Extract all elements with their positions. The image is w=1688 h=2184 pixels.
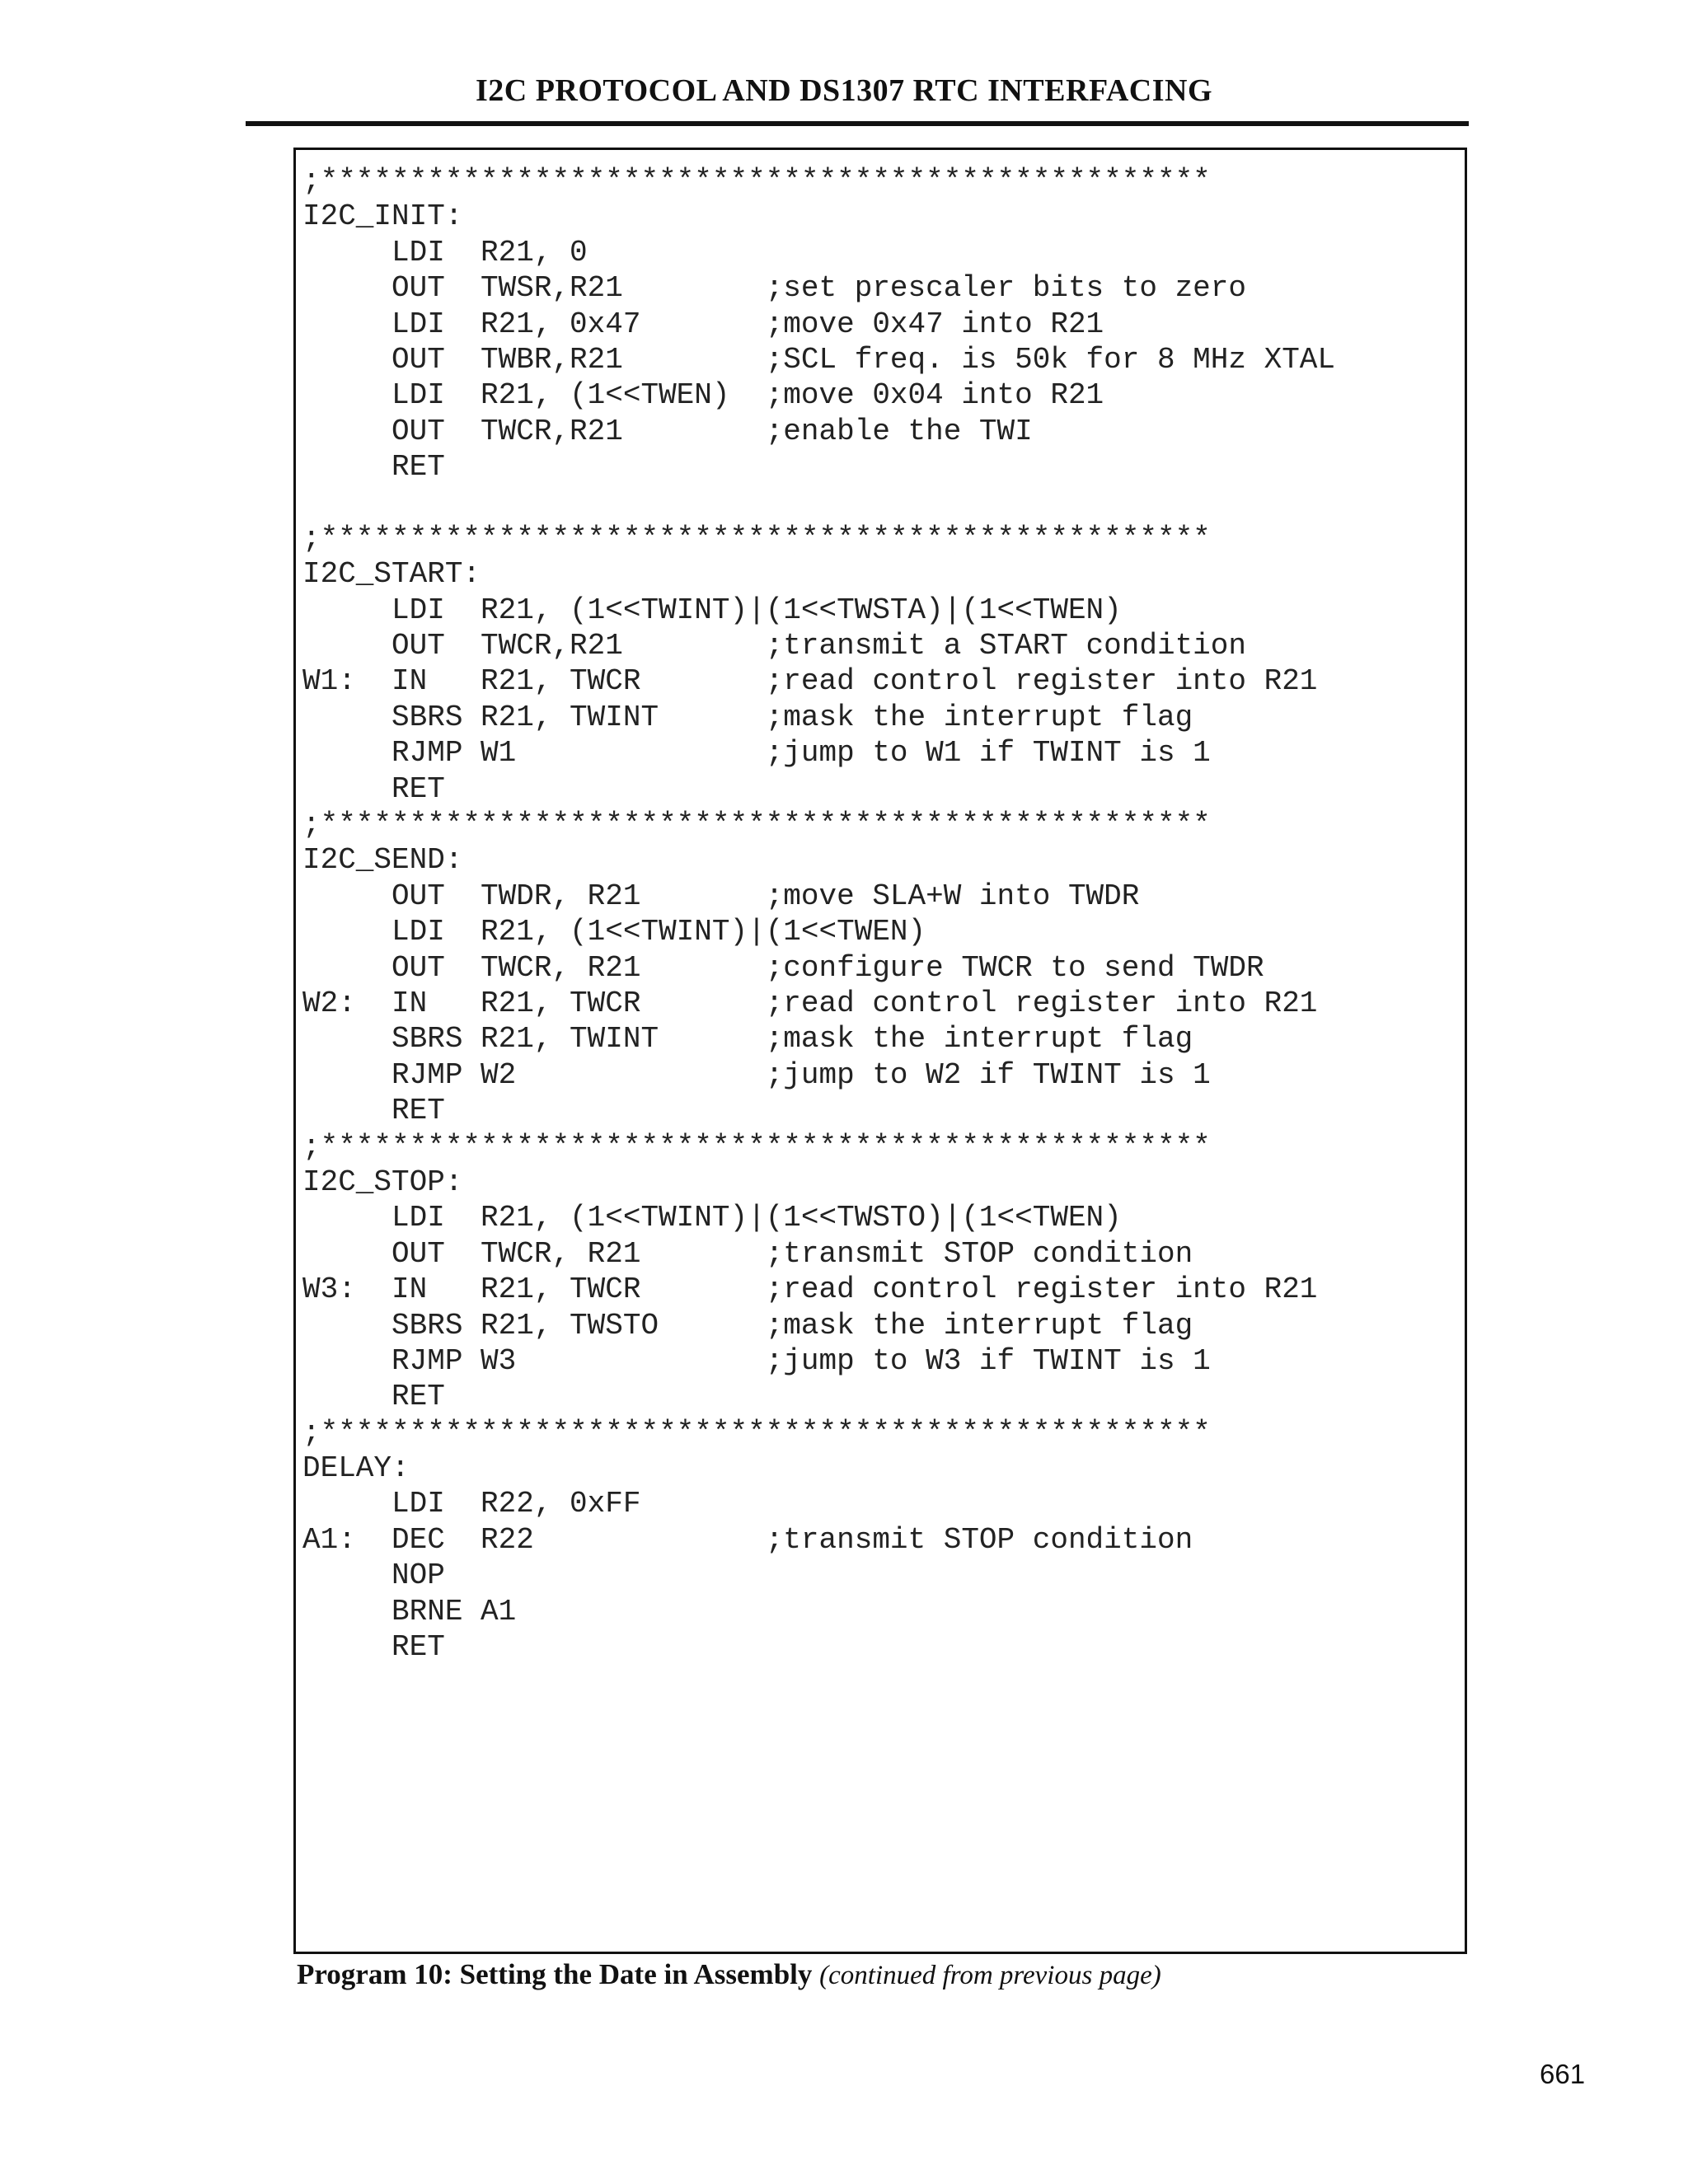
- code-listing: [302, 163, 1335, 1665]
- code-line: OUT TWCR, R21 ;transmit STOP condition: [302, 1236, 1193, 1271]
- code-line: LDI R21, (1<<TWEN) ;move 0x04 into R21: [302, 378, 1104, 413]
- code-line: ;**************************************************: [302, 164, 1211, 198]
- code-line: I2C_STOP:: [302, 1165, 463, 1199]
- code-line: BRNE A1: [302, 1594, 517, 1629]
- code-line: RJMP W3 ;jump to W3 if TWINT is 1: [302, 1343, 1211, 1378]
- caption-title: Program 10: Setting the Date in Assembly: [297, 1958, 813, 1990]
- code-line: OUT TWBR,R21 ;SCL freq. is 50k for 8 MHz XTAL: [302, 342, 1336, 377]
- code-line: W2: IN R21, TWCR ;read control register into R21: [302, 986, 1318, 1020]
- code-line: SBRS R21, TWINT ;mask the interrupt flag: [302, 1022, 1193, 1057]
- code-line: ;**************************************************: [302, 1415, 1211, 1450]
- code-line: LDI R21, 0: [302, 235, 588, 269]
- code-line: W3: IN R21, TWCR ;read control register into R21: [302, 1272, 1318, 1307]
- page-title: I2C PROTOCOL AND DS1307 RTC INTERFACING: [475, 73, 1213, 108]
- code-line: A1: DEC R22 ;transmit STOP condition: [302, 1522, 1193, 1557]
- code-line: RET: [302, 1380, 445, 1414]
- code-line: DELAY:: [302, 1451, 410, 1486]
- code-line: RJMP W1 ;jump to W1 if TWINT is 1: [302, 736, 1211, 771]
- code-line: SBRS R21, TWINT ;mask the interrupt flag: [302, 700, 1193, 734]
- code-line: I2C_SEND:: [302, 843, 463, 878]
- code-line: LDI R21, (1<<TWINT)|(1<<TWEN): [302, 915, 926, 949]
- code-line: OUT TWCR,R21 ;transmit a START condition: [302, 629, 1246, 663]
- page-number: 661: [1540, 2059, 1586, 2089]
- code-line: OUT TWCR, R21 ;configure TWCR to send TWDR: [302, 950, 1264, 985]
- code-line: RET: [302, 1094, 445, 1128]
- code-line: RET: [302, 771, 445, 806]
- code-line: LDI R21, (1<<TWINT)|(1<<TWSTA)|(1<<TWEN): [302, 593, 1122, 627]
- code-line: OUT TWCR,R21 ;enable the TWI: [302, 414, 1033, 448]
- code-line: OUT TWSR,R21 ;set prescaler bits to zero: [302, 271, 1246, 306]
- code-line: LDI R22, 0xFF: [302, 1487, 641, 1521]
- caption-note: (continued from previous page): [819, 1961, 1161, 1990]
- code-line: RJMP W2 ;jump to W2 if TWINT is 1: [302, 1057, 1211, 1092]
- code-line: SBRS R21, TWSTO ;mask the interrupt flag: [302, 1308, 1193, 1343]
- code-line: OUT TWDR, R21 ;move SLA+W into TWDR: [302, 879, 1140, 913]
- code-line: ;**************************************************: [302, 521, 1211, 555]
- code-line: I2C_START:: [302, 557, 481, 592]
- code-line: I2C_INIT:: [302, 199, 463, 234]
- code-line: NOP: [302, 1558, 445, 1593]
- code-line: RET: [302, 1630, 445, 1665]
- code-line: ;**************************************************: [302, 1129, 1211, 1164]
- code-line: W1: IN R21, TWCR ;read control register into R21: [302, 664, 1318, 699]
- code-line: RET: [302, 450, 445, 485]
- code-line: [302, 485, 1335, 521]
- code-listing-box: [293, 148, 1467, 1954]
- code-line: ;**************************************************: [302, 808, 1211, 842]
- code-line: LDI R21, (1<<TWINT)|(1<<TWSTO)|(1<<TWEN): [302, 1201, 1122, 1235]
- code-line: LDI R21, 0x47 ;move 0x47 into R21: [302, 307, 1104, 341]
- program-caption: [297, 1958, 1161, 1991]
- header-divider: [246, 121, 1469, 126]
